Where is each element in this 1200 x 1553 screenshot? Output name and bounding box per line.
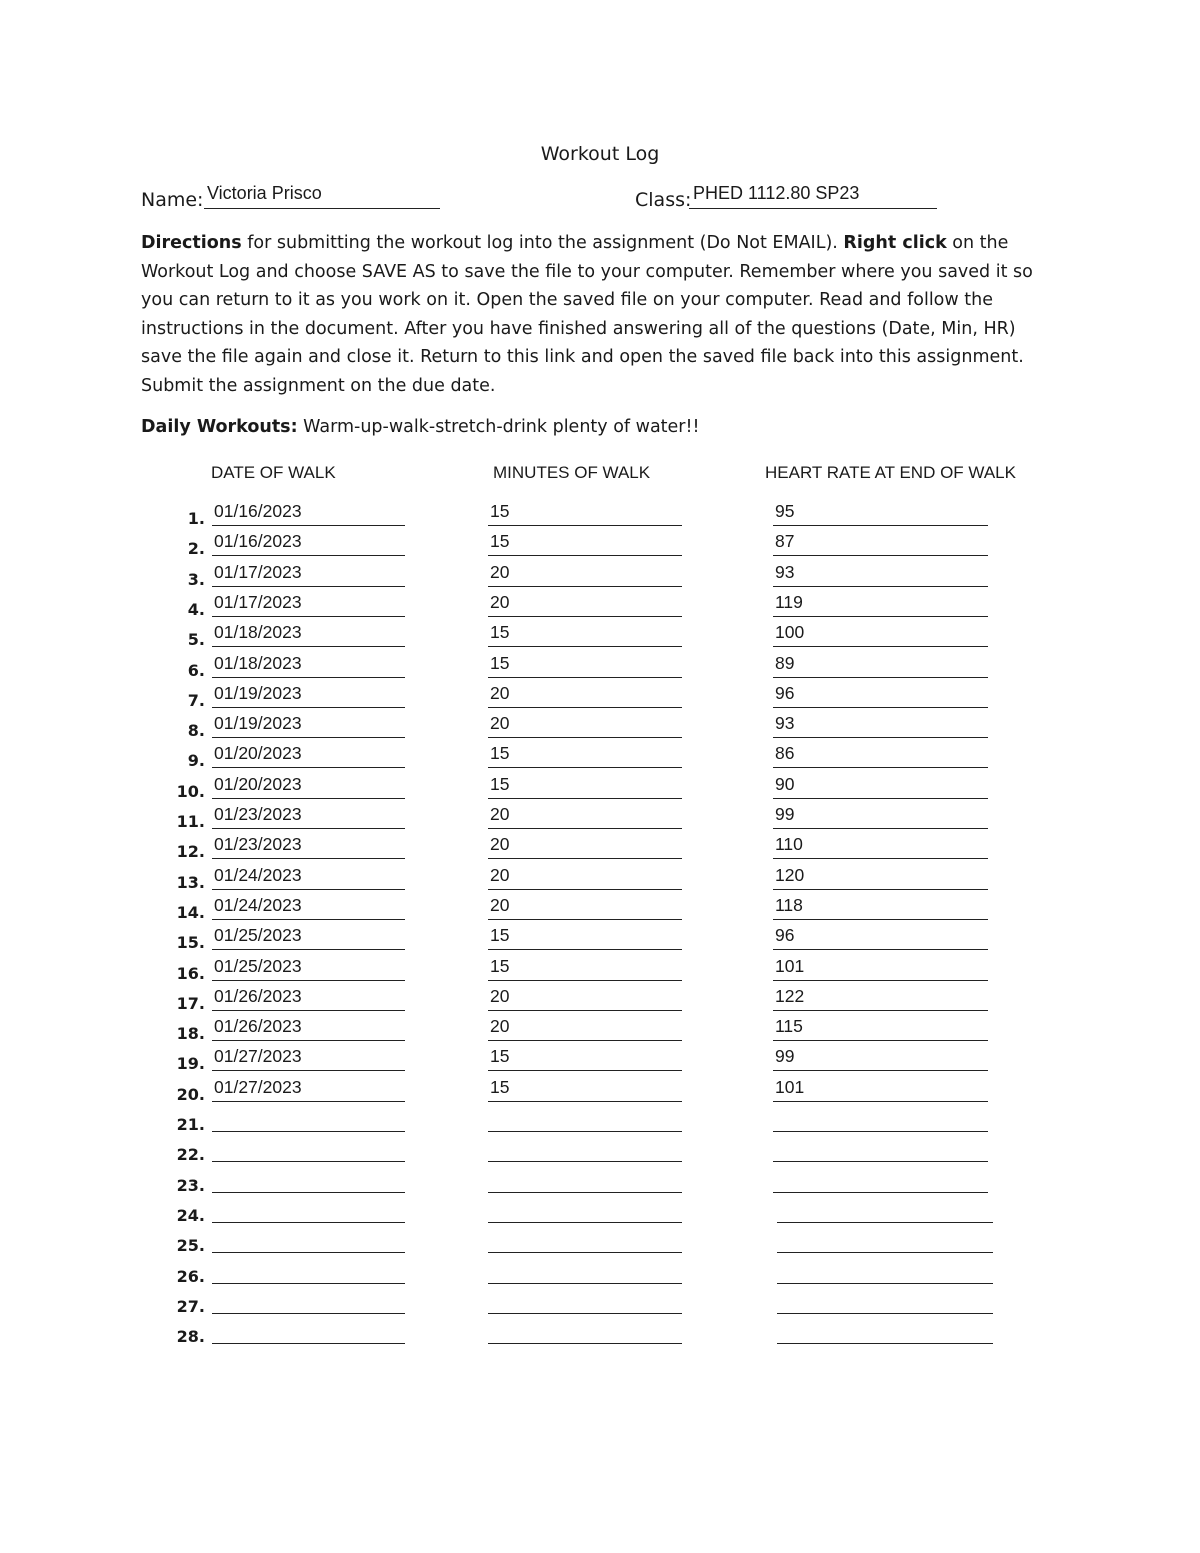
minutes-field[interactable]	[488, 500, 682, 526]
minutes-field-value: 20	[490, 804, 510, 824]
date-field-value: 01/16/2023	[214, 531, 302, 552]
log-row	[0, 1015, 1200, 1045]
log-row	[0, 864, 1200, 894]
class-label: Class:	[635, 189, 692, 211]
date-field[interactable]	[212, 1015, 405, 1041]
row-number: 6.	[187, 660, 205, 680]
minutes-field-value: 15	[490, 652, 510, 673]
row-number: 4.	[187, 599, 205, 619]
date-field-value: 01/19/2023	[214, 713, 302, 734]
minutes-field-value: 20	[490, 864, 510, 885]
minutes-field[interactable]	[488, 803, 682, 829]
date-field-value: 01/25/2023	[214, 955, 302, 976]
minutes-field[interactable]	[488, 712, 682, 738]
log-row	[0, 955, 1200, 985]
date-field[interactable]	[212, 1318, 405, 1344]
minutes-field[interactable]	[488, 985, 682, 1011]
date-field[interactable]	[212, 1136, 405, 1162]
heart-rate-field[interactable]	[773, 1136, 988, 1162]
minutes-field[interactable]	[488, 591, 682, 617]
row-number: 22.	[176, 1145, 205, 1165]
heart-rate-field[interactable]	[773, 621, 988, 647]
date-field-value: 01/20/2023	[214, 743, 302, 764]
heart-rate-field-value: 118	[775, 894, 803, 915]
log-row	[0, 833, 1200, 863]
minutes-field-value: 20	[490, 894, 510, 915]
log-row	[0, 985, 1200, 1015]
minutes-field[interactable]	[488, 1167, 682, 1193]
heart-rate-field[interactable]	[773, 1167, 988, 1193]
heart-rate-field[interactable]	[773, 500, 988, 526]
row-number: 5.	[187, 630, 205, 650]
heart-rate-field[interactable]	[773, 1076, 988, 1102]
row-number: 10.	[176, 781, 205, 801]
minutes-field[interactable]	[488, 742, 682, 768]
column-header-date: DATE OF WALK	[211, 463, 336, 482]
row-number: 3.	[187, 569, 205, 589]
heart-rate-field-value: 120	[775, 864, 805, 885]
daily-workouts-text: Warm-up-walk-stretch-drink plenty of water!!	[297, 417, 700, 437]
date-field[interactable]	[212, 652, 405, 678]
minutes-field[interactable]	[488, 621, 682, 647]
date-field[interactable]	[212, 1106, 405, 1132]
directions-paragraph	[141, 229, 1061, 400]
date-field-value: 01/18/2023	[214, 622, 302, 643]
heart-rate-field-value: 93	[775, 713, 795, 734]
minutes-field-value: 20	[490, 834, 510, 855]
log-row	[0, 1197, 1200, 1227]
log-row	[0, 712, 1200, 742]
directions-bold: Directions	[141, 233, 242, 253]
date-field[interactable]	[212, 591, 405, 617]
row-number: 27.	[176, 1296, 205, 1316]
date-field[interactable]	[212, 621, 405, 647]
heart-rate-field-value: 96	[775, 925, 795, 946]
date-field[interactable]	[212, 1288, 405, 1314]
log-row	[0, 742, 1200, 772]
date-field[interactable]	[212, 1045, 405, 1071]
minutes-field-value: 15	[490, 955, 510, 976]
heart-rate-field-value: 122	[775, 985, 805, 1006]
daily-workouts	[141, 417, 700, 437]
row-number: 19.	[176, 1054, 205, 1074]
heart-rate-field-value: 101	[775, 1076, 805, 1097]
heart-rate-field-value: 95	[775, 501, 795, 521]
date-field[interactable]	[212, 500, 405, 526]
date-field[interactable]	[212, 1076, 405, 1102]
minutes-field[interactable]	[488, 773, 682, 799]
minutes-field[interactable]	[488, 1318, 682, 1344]
log-row	[0, 621, 1200, 651]
log-row	[0, 773, 1200, 803]
minutes-field[interactable]	[488, 1288, 682, 1314]
heart-rate-field[interactable]	[773, 833, 988, 859]
minutes-field[interactable]	[488, 1076, 682, 1102]
row-number: 15.	[176, 933, 205, 953]
log-row	[0, 530, 1200, 560]
heart-rate-field-value: 101	[775, 955, 805, 976]
minutes-field-value: 20	[490, 591, 510, 612]
class-value[interactable]: PHED 1112.80 SP23	[693, 183, 860, 203]
row-number: 20.	[176, 1084, 205, 1104]
date-field-value: 01/16/2023	[214, 501, 302, 521]
row-number: 2.	[187, 539, 205, 559]
name-underline	[204, 208, 440, 209]
heart-rate-field-value: 93	[775, 561, 795, 582]
heart-rate-field[interactable]	[773, 1015, 988, 1041]
date-field[interactable]	[212, 833, 405, 859]
date-field[interactable]	[212, 924, 405, 950]
heart-rate-field-value: 99	[775, 1046, 795, 1067]
date-field[interactable]	[212, 864, 405, 890]
heart-rate-field-value: 100	[775, 622, 805, 643]
heart-rate-field-value: 87	[775, 531, 795, 552]
minutes-field[interactable]	[488, 1106, 682, 1132]
log-row	[0, 561, 1200, 591]
row-number: 11.	[176, 812, 205, 831]
minutes-field-value: 20	[490, 561, 510, 582]
date-field[interactable]	[212, 1167, 405, 1193]
log-row	[0, 652, 1200, 682]
heart-rate-field-value: 86	[775, 743, 795, 764]
class-underline	[689, 208, 937, 209]
row-number: 1.	[187, 509, 205, 528]
date-field-value: 01/27/2023	[214, 1076, 302, 1097]
minutes-field-value: 20	[490, 713, 510, 734]
minutes-field-value: 15	[490, 1046, 510, 1067]
log-row	[0, 682, 1200, 712]
heart-rate-field[interactable]	[773, 712, 988, 738]
heart-rate-field[interactable]	[773, 742, 988, 768]
heart-rate-field[interactable]	[773, 773, 988, 799]
minutes-field[interactable]	[488, 955, 682, 981]
heart-rate-field[interactable]	[773, 864, 988, 890]
date-field[interactable]	[212, 530, 405, 556]
date-field[interactable]	[212, 985, 405, 1011]
heart-rate-field[interactable]	[777, 1197, 993, 1223]
date-field[interactable]	[212, 894, 405, 920]
heart-rate-field-value: 99	[775, 804, 795, 824]
heart-rate-field[interactable]	[773, 561, 988, 587]
log-row	[0, 1288, 1200, 1318]
heart-rate-field[interactable]	[777, 1288, 993, 1314]
date-field[interactable]	[212, 803, 405, 829]
date-field-value: 01/23/2023	[214, 804, 302, 824]
minutes-field-value: 20	[490, 985, 510, 1006]
row-number: 7.	[187, 690, 205, 710]
date-field-value: 01/24/2023	[214, 894, 302, 915]
minutes-field[interactable]	[488, 1015, 682, 1041]
log-row	[0, 1167, 1200, 1197]
directions-text-1: for submitting the workout log into the assignment (Do Not EMAIL).	[241, 233, 844, 253]
heart-rate-field[interactable]	[773, 530, 988, 556]
row-number: 28.	[176, 1327, 205, 1347]
heart-rate-field-value: 89	[775, 652, 795, 673]
date-field[interactable]	[212, 1227, 405, 1253]
heart-rate-field-value: 110	[775, 834, 803, 855]
row-number: 21.	[176, 1115, 205, 1134]
heart-rate-field-value: 90	[775, 773, 795, 794]
row-number: 13.	[176, 872, 205, 892]
date-field-value: 01/17/2023	[214, 561, 302, 582]
name-label: Name:	[141, 189, 204, 211]
date-field[interactable]	[212, 712, 405, 738]
log-row	[0, 1318, 1200, 1348]
log-row	[0, 1106, 1200, 1136]
heart-rate-field[interactable]	[777, 1318, 993, 1344]
minutes-field[interactable]	[488, 652, 682, 678]
minutes-field[interactable]	[488, 1227, 682, 1253]
heart-rate-field[interactable]	[773, 894, 988, 920]
minutes-field-value: 20	[490, 682, 510, 703]
log-row	[0, 803, 1200, 833]
date-field[interactable]	[212, 561, 405, 587]
minutes-field[interactable]	[488, 1045, 682, 1071]
heart-rate-field[interactable]	[773, 955, 988, 981]
date-field[interactable]	[212, 682, 405, 708]
row-number: 23.	[176, 1175, 205, 1195]
date-field[interactable]	[212, 773, 405, 799]
row-number: 26.	[176, 1266, 205, 1286]
document-title: Workout Log	[540, 143, 660, 165]
row-number: 12.	[176, 842, 205, 862]
directions-text-2: on the Workout Log and choose SAVE AS to save the file to your computer. Remember where you saved it so you can return to it as you work on it. Open the saved file on your computer. Read and follow the instructions in the document. After you have finished answering all of the questions (Date, Min, HR) save the file again and close it. Return to this link and open the saved file back into this assignment. Submit the assignment on the due date.	[141, 233, 1033, 396]
minutes-field-value: 15	[490, 925, 510, 946]
heart-rate-field[interactable]	[773, 1045, 988, 1071]
row-number: 24.	[176, 1205, 205, 1225]
minutes-field[interactable]	[488, 894, 682, 920]
minutes-field[interactable]	[488, 1197, 682, 1223]
row-number: 16.	[176, 963, 205, 983]
minutes-field[interactable]	[488, 682, 682, 708]
minutes-field-value: 15	[490, 622, 510, 643]
row-number: 25.	[176, 1236, 205, 1256]
daily-workouts-label: Daily Workouts:	[141, 417, 298, 437]
minutes-field[interactable]	[488, 833, 682, 859]
minutes-field[interactable]	[488, 561, 682, 587]
minutes-field-value: 15	[490, 743, 510, 764]
log-row	[0, 1258, 1200, 1288]
heart-rate-field[interactable]	[773, 803, 988, 829]
log-row	[0, 924, 1200, 954]
row-number: 17.	[176, 993, 205, 1013]
date-field[interactable]	[212, 955, 405, 981]
minutes-field[interactable]	[488, 1136, 682, 1162]
heart-rate-field[interactable]	[773, 682, 988, 708]
name-value[interactable]: Victoria Prisco	[207, 183, 322, 203]
date-field-value: 01/24/2023	[214, 864, 302, 885]
heart-rate-field[interactable]	[777, 1258, 993, 1284]
date-field-value: 01/20/2023	[214, 773, 302, 794]
log-row	[0, 591, 1200, 621]
column-header-heart-rate: HEART RATE AT END OF WALK	[765, 463, 1016, 482]
log-row	[0, 1227, 1200, 1257]
minutes-field-value: 15	[490, 501, 510, 521]
date-field-value: 01/27/2023	[214, 1046, 302, 1067]
heart-rate-field-value: 119	[775, 591, 803, 612]
date-field[interactable]	[212, 742, 405, 768]
minutes-field-value: 20	[490, 1016, 510, 1037]
minutes-field[interactable]	[488, 530, 682, 556]
minutes-field-value: 15	[490, 1076, 510, 1097]
row-number: 8.	[187, 721, 205, 741]
heart-rate-field-value: 115	[775, 1016, 803, 1037]
heart-rate-field[interactable]	[773, 985, 988, 1011]
date-field-value: 01/25/2023	[214, 925, 302, 946]
date-field[interactable]	[212, 1197, 405, 1223]
heart-rate-field[interactable]	[773, 591, 988, 617]
heart-rate-field[interactable]	[773, 924, 988, 950]
heart-rate-field[interactable]	[773, 652, 988, 678]
minutes-field-value: 15	[490, 531, 510, 552]
column-header-minutes: MINUTES OF WALK	[493, 463, 651, 482]
right-click-bold: Right click	[843, 233, 947, 253]
minutes-field[interactable]	[488, 1258, 682, 1284]
log-row	[0, 894, 1200, 924]
minutes-field[interactable]	[488, 924, 682, 950]
log-row	[0, 1076, 1200, 1106]
heart-rate-field[interactable]	[773, 1106, 988, 1132]
log-row	[0, 1136, 1200, 1166]
date-field-value: 01/23/2023	[214, 834, 302, 855]
log-row	[0, 1045, 1200, 1075]
date-field[interactable]	[212, 1258, 405, 1284]
date-field-value: 01/26/2023	[214, 1016, 302, 1037]
minutes-field[interactable]	[488, 864, 682, 890]
date-field-value: 01/18/2023	[214, 652, 302, 673]
log-row	[0, 500, 1200, 530]
date-field-value: 01/19/2023	[214, 682, 302, 703]
row-number: 18.	[176, 1024, 205, 1044]
minutes-field-value: 15	[490, 773, 510, 794]
heart-rate-field-value: 96	[775, 682, 795, 703]
date-field-value: 01/26/2023	[214, 985, 302, 1006]
row-number: 9.	[187, 751, 205, 771]
date-field-value: 01/17/2023	[214, 591, 302, 612]
heart-rate-field[interactable]	[777, 1227, 993, 1253]
row-number: 14.	[176, 902, 205, 922]
